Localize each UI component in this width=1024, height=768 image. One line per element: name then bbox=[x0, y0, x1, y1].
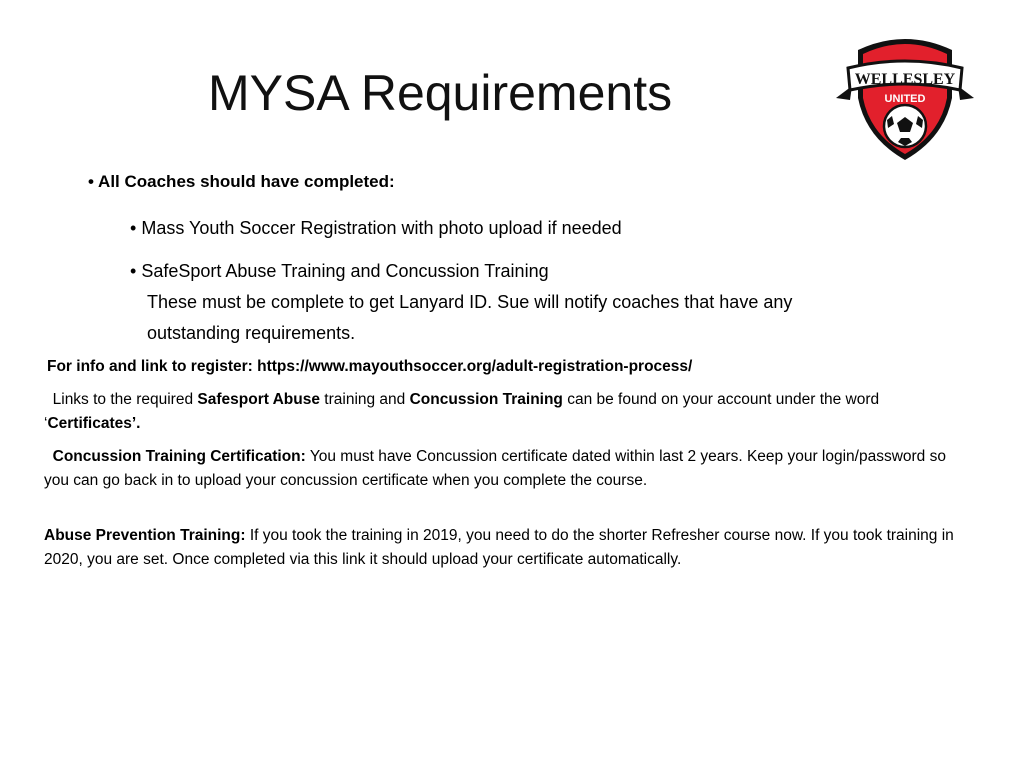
safesport-label: Safesport Abuse bbox=[197, 391, 320, 408]
concussion-paragraph bbox=[44, 445, 974, 493]
concussion-heading: Concussion Training Certification: bbox=[52, 448, 306, 465]
sub-bullet-training bbox=[130, 256, 792, 349]
bullet-marker: • bbox=[130, 218, 137, 238]
concussion-label: Concussion Training bbox=[409, 391, 563, 408]
logo-bottom-text: UNITED bbox=[884, 93, 926, 105]
sub-bullet-continuation: outstanding requirements. bbox=[147, 323, 356, 343]
soccer-ball-icon bbox=[884, 105, 926, 147]
certificates-label: Certificates’. bbox=[47, 415, 141, 432]
links-text: can be found on your account under the word ‘ bbox=[44, 391, 880, 432]
logo-top-text: WELLESLEY bbox=[854, 71, 956, 88]
abuse-paragraph bbox=[44, 524, 974, 572]
bullet-marker: • bbox=[130, 261, 137, 281]
abuse-text: If you took the training in 2019, you need to do the shorter Refresher course now. If you took training in 2020, you are set. Once completed via this link it should upload your certificate automatically. bbox=[44, 527, 954, 568]
info-link-line: For info and link to register: https://www.mayouthsoccer.org/adult-registration-process/ bbox=[47, 358, 693, 375]
links-text: Links to the required bbox=[52, 391, 198, 408]
slide-title: MYSA Requirements bbox=[208, 65, 673, 121]
links-text: training and bbox=[319, 391, 410, 408]
links-paragraph bbox=[44, 388, 974, 436]
concussion-text: You must have Concussion certificate dated within last 2 years. Keep your login/password so you can go back in to upload your concussion certificate when you complete the course. bbox=[44, 448, 946, 489]
main-bullet: • All Coaches should have completed: bbox=[88, 172, 395, 191]
sub-bullet-registration bbox=[130, 213, 622, 244]
sub-bullet-continuation: These must be complete to get Lanyard ID. Sue will notify coaches that have any bbox=[147, 292, 793, 312]
wellesley-united-logo bbox=[834, 28, 976, 162]
sub-bullet-text: Mass Youth Soccer Registration with photo upload if needed bbox=[141, 218, 622, 238]
abuse-heading: Abuse Prevention Training: bbox=[44, 527, 246, 544]
sub-bullet-text: SafeSport Abuse Training and Concussion Training bbox=[141, 261, 549, 281]
